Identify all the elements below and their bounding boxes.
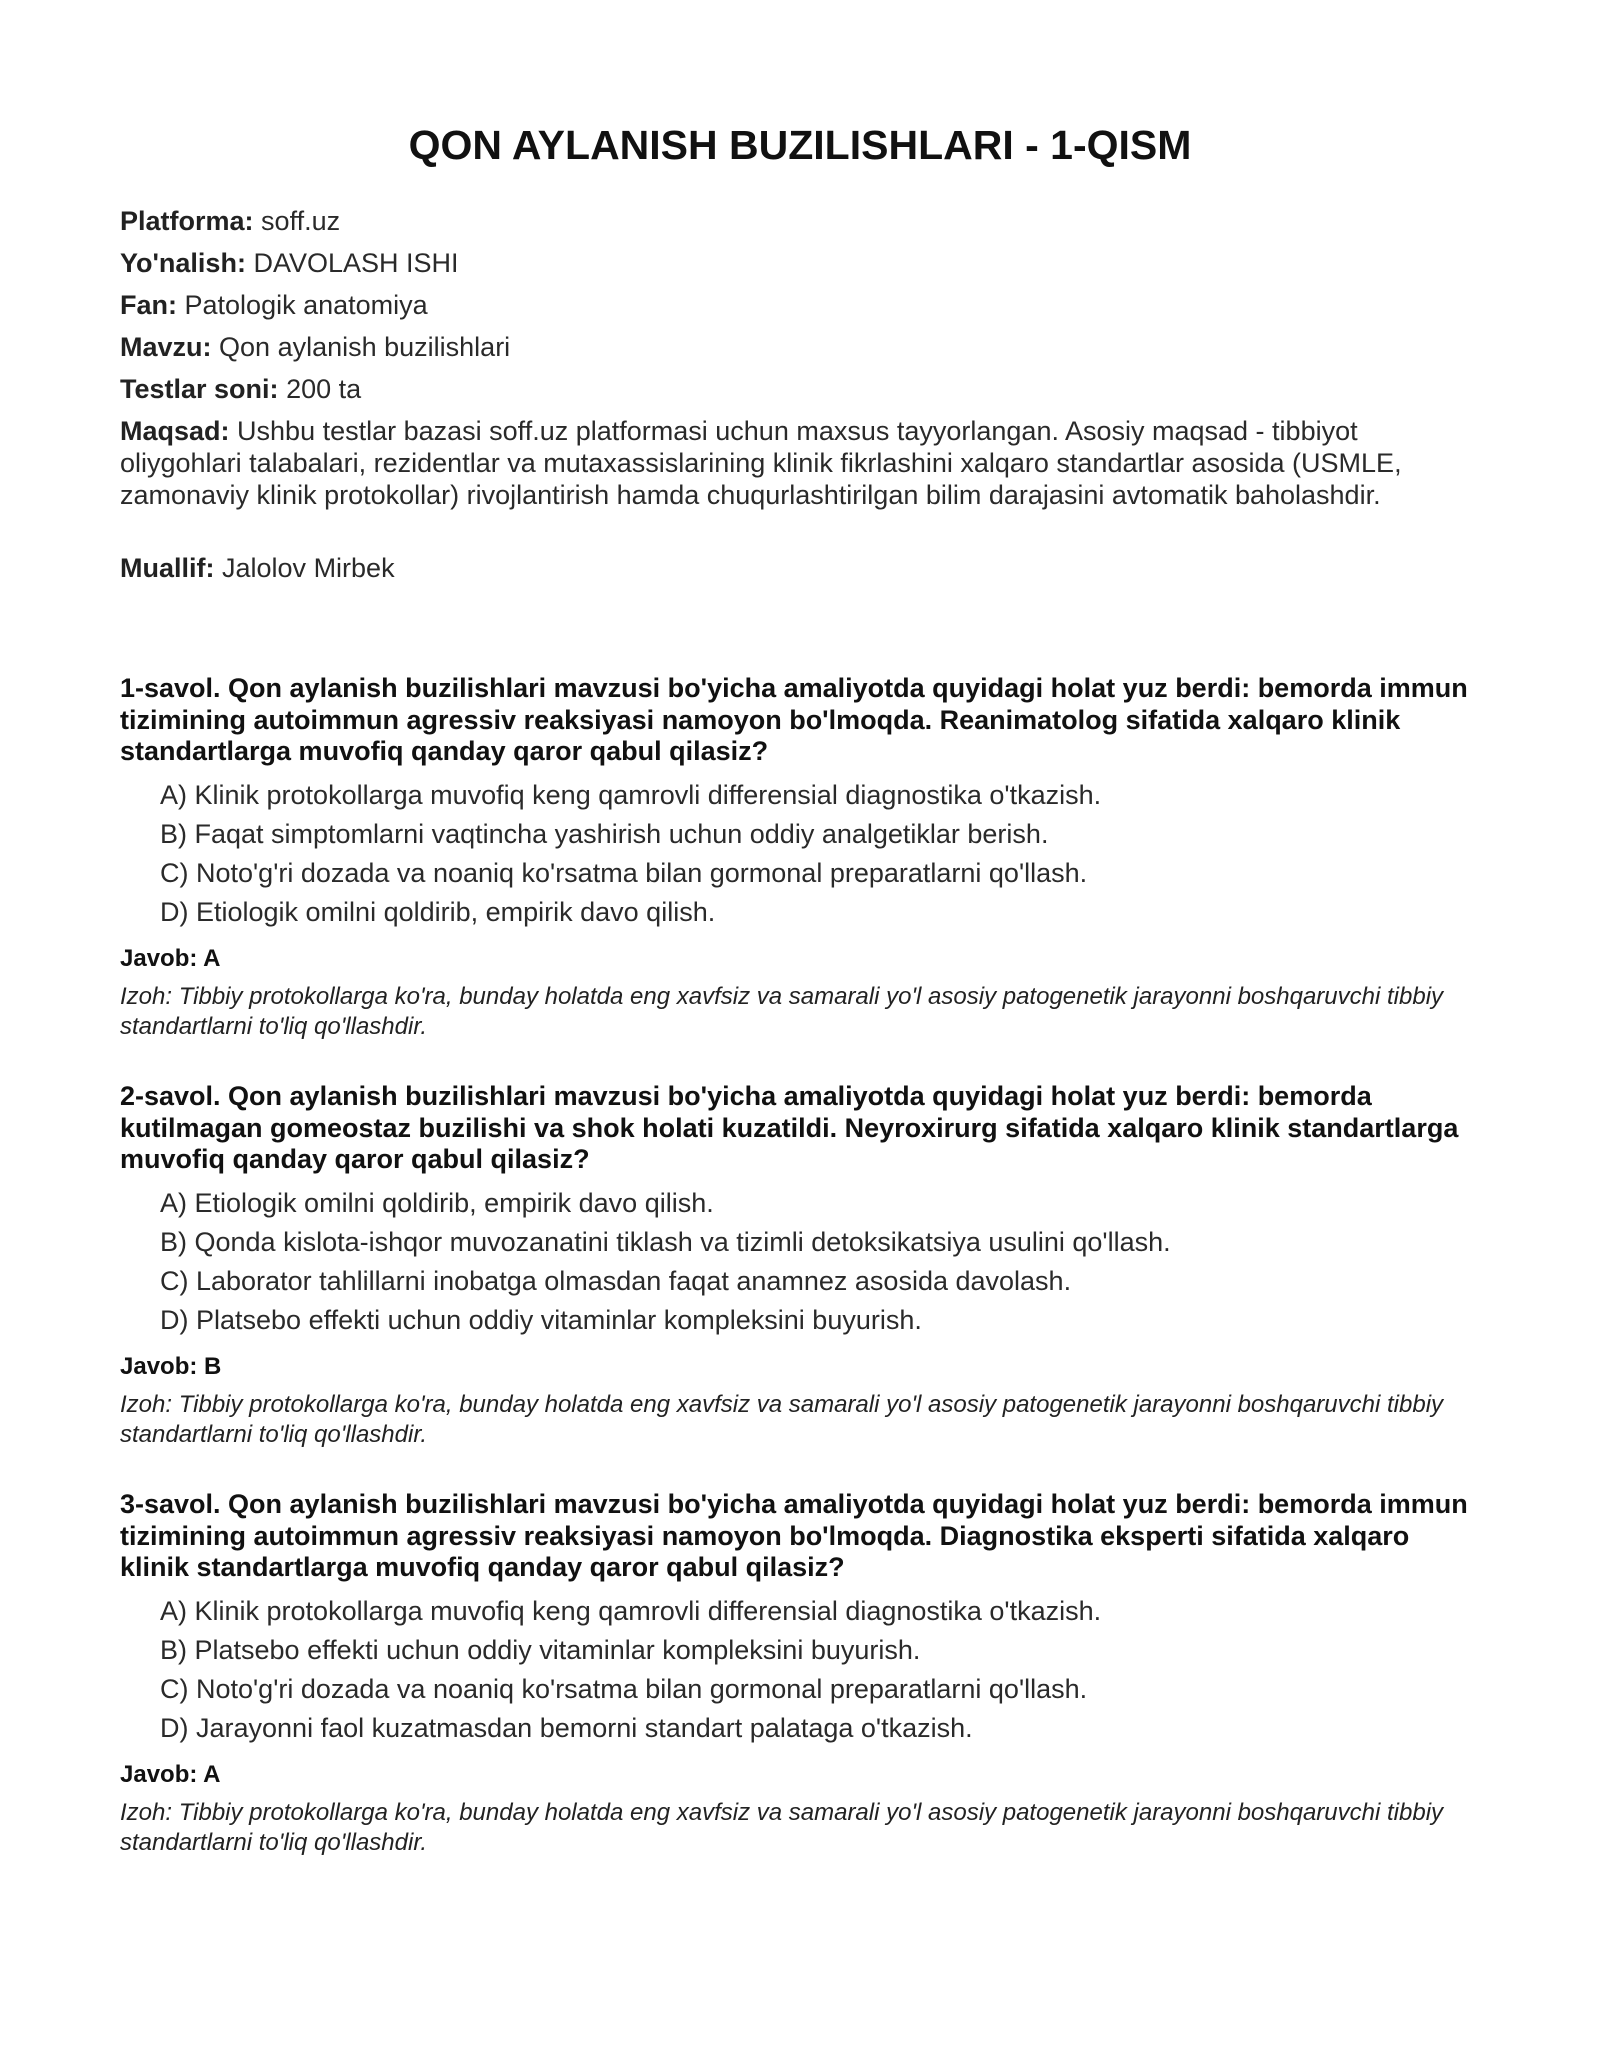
meta-fan-label: Fan: <box>120 290 177 320</box>
option-a: A) Klinik protokollarga muvofiq keng qamrovli differensial diagnostika o'tkazish. <box>160 1595 1102 1626</box>
option-c: C) Noto'g'ri dozada va noaniq ko'rsatma bilan gormonal preparatlarni qo'llash. <box>160 1673 1088 1704</box>
meta-maqsad-label: Maqsad: <box>120 416 230 446</box>
answer-options <box>120 780 1480 936</box>
meta-platforma-value: soff.uz <box>261 206 341 236</box>
meta-muallif-value: Jalolov Mirbek <box>222 553 395 583</box>
meta-yonalish <box>120 247 1460 279</box>
question-2 <box>120 1081 1480 1450</box>
option-b: B) Qonda kislota-ishqor muvozanatini tiklash va tizimli detoksikatsiya usulini qo'llash. <box>160 1226 1171 1257</box>
meta-mavzu <box>120 331 1460 363</box>
meta-maqsad <box>120 415 1460 511</box>
meta-mavzu-value: Qon aylanish buzilishlari <box>219 332 511 362</box>
answer-options <box>120 1188 1480 1344</box>
meta-muallif <box>120 552 1460 584</box>
meta-muallif-label: Muallif: <box>120 553 215 583</box>
answer-key: Javob: A <box>120 1760 221 1788</box>
meta-platforma-label: Platforma: <box>120 206 254 236</box>
meta-platforma <box>120 205 1460 237</box>
option-a: A) Etiologik omilni qoldirib, empirik davo qilish. <box>160 1187 714 1218</box>
question-text: 1-savol. Qon aylanish buzilishlari mavzusi bo'yicha amaliyotda quyidagi holat yuz berdi: bemorda immun tizimining autoimmun agressiv reaksiyasi namoyon bo'lmoqda. Reanimatolog sifatida xalqaro klinik standartlarga muvofiq qanday qaror qabul qilasiz? <box>120 673 1468 766</box>
option-a: A) Klinik protokollarga muvofiq keng qamrovli differensial diagnostika o'tkazish. <box>160 779 1102 810</box>
explanation: Izoh: Tibbiy protokollarga ko'ra, bunday holatda eng xavfsiz va samarali yo'l asosiy patogenetik jarayonni boshqaruvchi tibbiy standartlarni to'liq qo'llashdir. <box>120 1390 1444 1448</box>
question-3 <box>120 1489 1480 1858</box>
option-b: B) Faqat simptomlarni vaqtincha yashirish uchun oddiy analgetiklar berish. <box>160 818 1049 849</box>
meta-testlar-soni <box>120 373 1460 405</box>
answer-options <box>120 1596 1480 1752</box>
option-d: D) Jarayonni faol kuzatmasdan bemorni standart palataga o'tkazish. <box>160 1712 973 1743</box>
meta-testlar-soni-value: 200 ta <box>286 374 362 404</box>
explanation: Izoh: Tibbiy protokollarga ko'ra, bunday holatda eng xavfsiz va samarali yo'l asosiy patogenetik jarayonni boshqaruvchi tibbiy standartlarni to'liq qo'llashdir. <box>120 982 1444 1040</box>
option-c: C) Noto'g'ri dozada va noaniq ko'rsatma bilan gormonal preparatlarni qo'llash. <box>160 857 1088 888</box>
document-title: QON AYLANISH BUZILISHLARI - 1-QISM <box>408 122 1192 168</box>
question-text: 3-savol. Qon aylanish buzilishlari mavzusi bo'yicha amaliyotda quyidagi holat yuz berdi: bemorda immun tizimining autoimmun agressiv reaksiyasi namoyon bo'lmoqda. Diagnostika eksperti sifatida xalqaro klinik standartlarga muvofiq qanday qaror qabul qilasiz? <box>120 1489 1468 1582</box>
meta-yonalish-label: Yo'nalish: <box>120 248 246 278</box>
option-d: D) Etiologik omilni qoldirib, empirik davo qilish. <box>160 896 716 927</box>
question-1 <box>120 673 1480 1042</box>
meta-maqsad-value: Ushbu testlar bazasi soff.uz platformasi uchun maxsus tayyorlangan. Asosiy maqsad - tibbiyot oliygohlari talabalari, rezidentlar va mutaxassislarining klinik fikrlashini xalqaro standartlar asosida (USMLE, zamonaviy klinik protokollar) rivojlantirish hamda chuqurlashtirilgan bilim darajasini avtomatik baholashdir. <box>120 416 1402 510</box>
answer-key: Javob: A <box>120 944 221 972</box>
question-text: 2-savol. Qon aylanish buzilishlari mavzusi bo'yicha amaliyotda quyidagi holat yuz berdi: bemorda kutilmagan gomeostaz buzilishi va shok holati kuzatildi. Neyroxirurg sifatida xalqaro klinik standartlarga muvofiq qanday qaror qabul qilasiz? <box>120 1081 1459 1174</box>
meta-fan <box>120 289 1460 321</box>
meta-fan-value: Patologik anatomiya <box>184 290 428 320</box>
meta-yonalish-value: DAVOLASH ISHI <box>253 248 459 278</box>
option-b: B) Platsebo effekti uchun oddiy vitaminlar kompleksini buyurish. <box>160 1634 921 1665</box>
meta-testlar-soni-label: Testlar soni: <box>120 374 279 404</box>
meta-mavzu-label: Mavzu: <box>120 332 212 362</box>
option-c: C) Laborator tahlillarni inobatga olmasdan faqat anamnez asosida davolash. <box>160 1265 1072 1296</box>
explanation: Izoh: Tibbiy protokollarga ko'ra, bunday holatda eng xavfsiz va samarali yo'l asosiy patogenetik jarayonni boshqaruvchi tibbiy standartlarni to'liq qo'llashdir. <box>120 1798 1444 1856</box>
answer-key: Javob: B <box>120 1352 222 1380</box>
option-d: D) Platsebo effekti uchun oddiy vitaminlar kompleksini buyurish. <box>160 1304 922 1335</box>
